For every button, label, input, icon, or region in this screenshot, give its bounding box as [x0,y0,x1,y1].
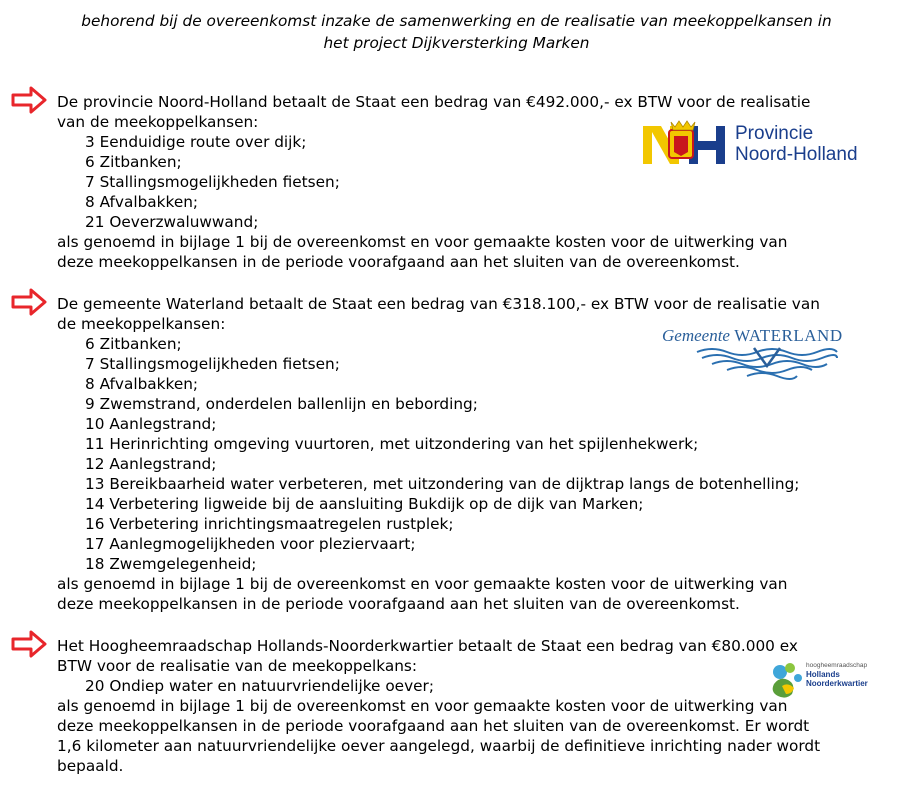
intro-line: BTW voor de realisatie van de meekoppelkans: [57,657,418,675]
list-item: 14 Verbetering ligweide bij de aansluiting Bukdijk op de dijk van Marken; [85,495,644,513]
logo-text-line-1: hoogheemraadschap [806,662,868,669]
waves-icon [692,344,842,380]
list-item: 20 Ondiep water en natuurvriendelijke oever; [85,677,434,695]
list-item: 21 Oeverzwaluwwand; [85,213,259,231]
logo-text-line-2: Hollands [806,670,840,679]
list-item: 3 Eenduidige route over dijk; [85,133,307,151]
outro-line: deze meekoppelkansen in de periode voorafgaand aan het sluiten van de overeenkomst. [57,595,740,613]
list-item: 6 Zitbanken; [85,335,182,353]
list-item: 13 Bereikbaarheid water verbeteren, met uitzondering van de dijktrap langs de botenhelling; [85,475,800,493]
logo-text-line-2: Noord-Holland [735,144,858,165]
intro-line: van de meekoppelkansen: [57,113,259,131]
nh-emblem-icon [641,118,729,168]
logo-text-line-3: Noorderkwartier [806,679,868,688]
list-item: 10 Aanlegstrand; [85,415,217,433]
list-item: 11 Herinrichting omgeving vuurtoren, met uitzondering van het spijlenhekwerk; [85,435,699,453]
outro-line: als genoemd in bijlage 1 bij de overeenkomst en voor gemaakte kosten voor de uitwerking van [57,233,788,251]
list-item: 16 Verbetering inrichtingsmaatregelen rustplek; [85,515,454,533]
logo-text-line-1: Provincie [735,123,814,144]
provincie-noord-holland-logo [641,118,881,168]
section-3-text [57,636,907,776]
intro-line: Het Hoogheemraadschap Hollands-Noorderkwartier betaalt de Staat een bedrag van €80.000 ex [57,637,798,655]
list-item: 7 Stallingsmogelijkheden fietsen; [85,355,340,373]
outro-line: deze meekoppelkansen in de periode voorafgaand aan het sluiten van de overeenkomst. [57,253,740,271]
list-item: 9 Zwemstrand, onderdelen ballenlijn en bebording; [85,395,478,413]
outro-line: als genoemd in bijlage 1 bij de overeenkomst en voor gemaakte kosten voor de uitwerking van [57,697,788,715]
outro-line: 1,6 kilometer aan natuurvriendelijke oever aangelegd, waarbij de definitieve inrichting nader wordt [57,737,821,755]
intro-line: de meekoppelkansen: [57,315,226,333]
list-item: 18 Zwemgelegenheid; [85,555,257,573]
header-line-1: behorend bij de overeenkomst inzake de samenwerking en de realisatie van meekoppelkansen in [81,12,832,30]
intro-line: De gemeente Waterland betaalt de Staat een bedrag van €318.100,- ex BTW voor de realisatie van [57,295,820,313]
arrow-right-icon [11,86,47,114]
hhnk-emblem-icon [768,658,806,702]
logo-text-line-1: Gemeente [662,326,730,345]
intro-line: De provincie Noord-Holland betaalt de Staat een bedrag van €492.000,- ex BTW voor de realisatie [57,93,811,111]
list-item: 17 Aanlegmogelijkheden voor pleziervaart; [85,535,416,553]
outro-line: deze meekoppelkansen in de periode voorafgaand aan het sluiten van de overeenkomst. Er wordt [57,717,810,735]
hoogheemraadschap-logo [768,658,898,702]
arrow-right-icon [11,630,47,658]
outro-line: bepaald. [57,757,124,775]
gemeente-waterland-logo [662,322,872,382]
header-line-2: het project Dijkversterking Marken [323,34,590,52]
list-item: 6 Zitbanken; [85,153,182,171]
arrow-right-icon [11,288,47,316]
document-header [0,10,913,54]
outro-line: als genoemd in bijlage 1 bij de overeenkomst en voor gemaakte kosten voor de uitwerking van [57,575,788,593]
logo-text-line-2: WATERLAND [734,326,843,345]
list-item: 8 Afvalbakken; [85,193,199,211]
list-item: 7 Stallingsmogelijkheden fietsen; [85,173,340,191]
list-item: 8 Afvalbakken; [85,375,199,393]
list-item: 12 Aanlegstrand; [85,455,217,473]
